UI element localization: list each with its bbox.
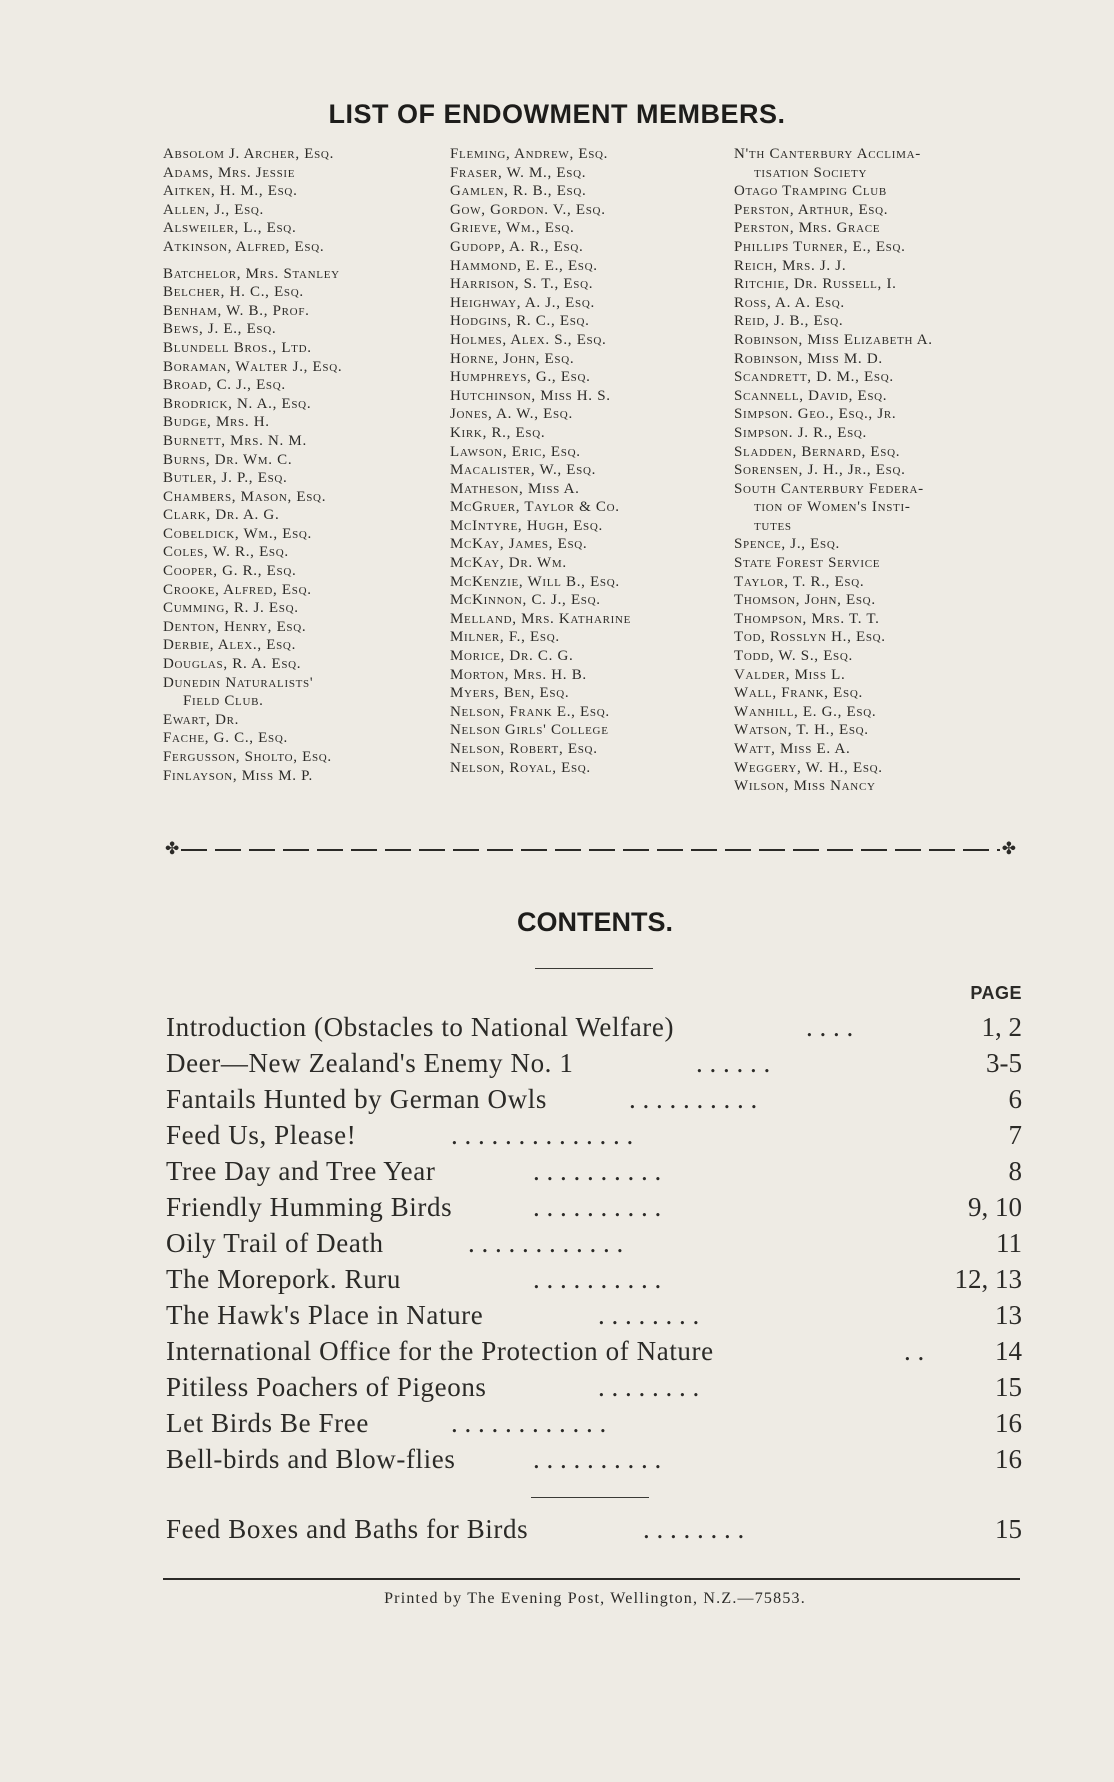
member-entry: Crooke, Alfred, Esq. [163, 581, 312, 598]
toc-item-page: 7 [1008, 1120, 1022, 1150]
member-entry: Fache, G. C., Esq. [163, 730, 288, 747]
member-entry: Finlayson, Miss M. P. [163, 767, 314, 784]
toc-item-page: 11 [996, 1228, 1022, 1258]
member-entry: Boraman, Walter J., Esq. [163, 358, 343, 375]
member-entry: Ross, A. A. Esq. [734, 294, 845, 311]
member-entry: Scannell, David, Esq. [734, 387, 888, 404]
toc-item-leader: . . . . [806, 1012, 854, 1042]
toc-item [166, 1009, 1022, 1045]
toc-item-page: 12, 13 [954, 1264, 1022, 1294]
member-column-2 [450, 145, 730, 777]
toc-item-title: The Hawk's Place in Nature [166, 1300, 484, 1330]
page-column-header: PAGE [970, 983, 1022, 1003]
member-entry: Thompson, Mrs. T. T. [734, 610, 880, 627]
member-entry: McKenzie, Will B., Esq. [450, 573, 620, 590]
contents-separator-rule [531, 1497, 649, 1498]
ornamental-divider [165, 839, 1016, 859]
member-column-3 [734, 145, 1034, 796]
toc-item [166, 1333, 1022, 1369]
toc-item-title: Tree Day and Tree Year [166, 1156, 436, 1186]
member-entry: Otago Tramping Club [734, 183, 887, 200]
member-entry: Belcher, H. C., Esq. [163, 284, 304, 301]
member-entry: Gudopp, A. R., Esq. [450, 238, 584, 255]
member-entry: Bews, J. E., Esq. [163, 321, 277, 338]
member-entry: Humphreys, G., Esq. [450, 369, 591, 386]
member-entry: Tod, Rosslyn H., Esq. [734, 629, 886, 646]
member-entry: Adams, Mrs. Jessie [163, 164, 296, 181]
toc-item-leader: . . . . . . . . . . [533, 1192, 662, 1222]
member-entry: Weggery, W. H., Esq. [734, 759, 883, 776]
member-entry: Watt, Miss E. A. [734, 741, 851, 757]
member-entry: Broad, C. J., Esq. [163, 377, 286, 394]
member-entry: Spence, J., Esq. [734, 536, 840, 553]
toc-item [166, 1261, 1022, 1297]
member-entry: Milner, F., Esq. [450, 629, 560, 646]
toc-item [166, 1117, 1022, 1153]
member-entry: Gow, Gordon. V., Esq. [450, 201, 606, 218]
member-entry: Douglas, R. A. Esq. [163, 656, 302, 673]
member-entry: Wanhill, E. G., Esq. [734, 703, 877, 720]
toc-item-feed-boxes [166, 1511, 1022, 1547]
member-entry: Taylor, T. R., Esq. [734, 573, 865, 590]
member-entry: Phillips Turner, E., Esq. [734, 238, 906, 255]
member-entry: Nelson, Robert, Esq. [450, 741, 598, 757]
member-entry: Ritchie, Dr. Russell, I. [734, 276, 897, 293]
member-entry: Melland, Mrs. Katharine [450, 610, 632, 627]
toc-item [166, 1189, 1022, 1225]
toc-item-title: Let Birds Be Free [166, 1408, 369, 1438]
toc-item-leader: . . . . . . . . . . [533, 1444, 662, 1474]
toc-item-page: 13 [995, 1300, 1022, 1330]
toc-item-title: Introduction (Obstacles to National Welfare) [166, 1012, 675, 1042]
member-entry: McIntyre, Hugh, Esq. [450, 517, 603, 534]
member-entry: South Canterbury Federa- [734, 480, 924, 497]
member-entry: N'th Canterbury Acclima- [734, 146, 921, 162]
member-entry: McKinnon, C. J., Esq. [450, 592, 601, 609]
member-entry: Holmes, Alex. S., Esq. [450, 331, 607, 348]
toc-item-page: 3-5 [986, 1048, 1022, 1078]
member-entry: Fergusson, Sholto, Esq. [163, 749, 332, 765]
member-entry: Clark, Dr. A. G. [163, 507, 280, 524]
toc-item-page: 1, 2 [981, 1012, 1022, 1042]
member-entry: Coles, W. R., Esq. [163, 544, 289, 561]
member-entry: Wall, Frank, Esq. [734, 685, 863, 702]
member-entry: McGruer, Taylor & Co. [450, 499, 620, 516]
toc-item-page: 16 [995, 1408, 1022, 1438]
member-column-1 [163, 145, 438, 785]
member-entry: Hutchinson, Miss H. S. [450, 387, 611, 404]
member-entry: Morton, Mrs. H. B. [450, 666, 587, 683]
member-entry: Nelson Girls' College [450, 722, 609, 739]
member-entry: Simpson. Geo., Esq., Jr. [734, 406, 897, 423]
member-entry: Simpson. J. R., Esq. [734, 424, 867, 441]
member-entry: Blundell Bros., Ltd. [163, 339, 312, 356]
toc-item [166, 1369, 1022, 1405]
member-entry: Absolom J. Archer, Esq. [163, 146, 335, 162]
member-entry: Heighway, A. J., Esq. [450, 294, 595, 311]
member-entry: Dunedin Naturalists' [163, 674, 314, 691]
member-entry: Budge, Mrs. H. [163, 414, 270, 431]
toc-item-page: 16 [995, 1444, 1022, 1474]
toc-item [166, 1045, 1022, 1081]
member-entry: Batchelor, Mrs. Stanley [163, 265, 340, 282]
toc-item-leader: . . . . . . . . [643, 1514, 745, 1544]
member-entry: Cumming, R. J. Esq. [163, 600, 299, 617]
toc-item-page: 15 [995, 1372, 1022, 1402]
member-entry: McKay, James, Esq. [450, 536, 588, 553]
member-entry: Reid, J. B., Esq. [734, 313, 844, 330]
toc-item-title: Feed Boxes and Baths for Birds [166, 1514, 529, 1544]
member-entry: Cooper, G. R., Esq. [163, 563, 297, 580]
member-entry: Robinson, Miss Elizabeth A. [734, 331, 933, 348]
member-entry: Todd, W. S., Esq. [734, 648, 853, 665]
member-entry: Hammond, E. E., Esq. [450, 257, 598, 274]
toc-item [166, 1225, 1022, 1261]
member-entry: Myers, Ben, Esq. [450, 685, 570, 702]
member-entry: Horne, John, Esq. [450, 350, 575, 367]
member-entry: Jones, A. W., Esq. [450, 406, 573, 423]
toc-item-page: 15 [995, 1514, 1022, 1544]
member-entry: Kirk, R., Esq. [450, 424, 546, 441]
member-entry: Hodgins, R. C., Esq. [450, 313, 590, 330]
member-entry: Fraser, W. M., Esq. [450, 164, 587, 181]
member-entry: Ewart, Dr. [163, 711, 240, 728]
endowment-title: LIST OF ENDOWMENT MEMBERS. [328, 99, 786, 129]
toc-item-title: Pitiless Poachers of Pigeons [166, 1372, 487, 1402]
toc-item-title: Fantails Hunted by German Owls [166, 1084, 547, 1114]
member-entry: Aitken, H. M., Esq. [163, 183, 298, 200]
member-entry: Nelson, Frank E., Esq. [450, 703, 610, 720]
left-cross-ornament-icon: ✤ [165, 839, 180, 859]
member-entry: Chambers, Mason, Esq. [163, 488, 327, 505]
toc-item-page: 6 [1008, 1084, 1022, 1114]
member-entry: tutes [754, 517, 792, 534]
toc-item [166, 1405, 1022, 1441]
member-entry: Burnett, Mrs. N. M. [163, 432, 307, 449]
member-entry: tion of Women's Insti- [754, 499, 911, 516]
member-entry: Lawson, Eric, Esq. [450, 443, 581, 460]
member-entry: Sorensen, J. H., Jr., Esq. [734, 462, 906, 479]
toc-item-leader: . . . . . . [696, 1048, 771, 1078]
toc-item-title: Feed Us, Please! [166, 1120, 357, 1150]
member-entry: Scandrett, D. M., Esq. [734, 369, 894, 386]
printer-footer: Printed by The Evening Post, Wellington, N.Z.—75853. [384, 1590, 806, 1607]
member-entry: Nelson, Royal, Esq. [450, 759, 591, 776]
toc-item-title: Friendly Humming Birds [166, 1192, 453, 1222]
toc-item-page: 8 [1008, 1156, 1022, 1186]
member-entry: Thomson, John, Esq. [734, 592, 876, 609]
toc-item [166, 1297, 1022, 1333]
toc-item-leader: . . . . . . . . [598, 1372, 700, 1402]
member-entry: Valder, Miss L. [734, 666, 846, 683]
toc-item-title: Bell-birds and Blow-flies [166, 1444, 456, 1474]
member-entry: tisation Society [754, 164, 868, 181]
member-entry: Alsweiler, L., Esq. [163, 220, 297, 237]
toc-item-title: Deer—New Zealand's Enemy No. 1 [166, 1048, 574, 1078]
member-group-gap [163, 257, 438, 265]
member-entry: Robinson, Miss M. D. [734, 350, 883, 367]
toc-item [166, 1081, 1022, 1117]
member-entry: Denton, Henry, Esq. [163, 618, 307, 635]
member-entry: Burns, Dr. Wm. C. [163, 451, 293, 468]
member-entry: Morice, Dr. C. G. [450, 648, 574, 665]
toc-item [166, 1153, 1022, 1189]
member-entry: Grieve, Wm., Esq. [450, 220, 575, 237]
right-cross-ornament-icon: ✤ [1001, 839, 1016, 859]
member-entry: Matheson, Miss A. [450, 480, 580, 497]
endowment-member-list [163, 145, 1043, 800]
member-entry: Fleming, Andrew, Esq. [450, 146, 609, 162]
toc-item-leader: . . . . . . . . . . . . [451, 1408, 607, 1438]
member-entry: Harrison, S. T., Esq. [450, 276, 594, 293]
member-entry: Reich, Mrs. J. J. [734, 257, 847, 274]
member-entry: Cobeldick, Wm., Esq. [163, 525, 313, 542]
member-entry: Allen, J., Esq. [163, 201, 264, 218]
toc-item-title: Oily Trail of Death [166, 1228, 384, 1258]
toc-item [166, 1441, 1022, 1477]
member-entry: Benham, W. B., Prof. [163, 302, 310, 319]
contents-title-rule [535, 968, 653, 969]
toc-item-page: 14 [995, 1336, 1022, 1366]
member-entry: Wilson, Miss Nancy [734, 778, 876, 795]
member-entry: Perston, Arthur, Esq. [734, 201, 889, 218]
toc-item-leader: . . . . . . . . . . [533, 1264, 662, 1294]
member-entry: McKay, Dr. Wm. [450, 555, 567, 572]
toc-item-leader: . . . . . . . . . . [629, 1084, 758, 1114]
member-entry: Gamlen, R. B., Esq. [450, 183, 587, 200]
toc-item-page: 9, 10 [968, 1192, 1022, 1222]
member-entry: Brodrick, N. A., Esq. [163, 395, 312, 412]
toc-item-leader: . . [904, 1336, 925, 1366]
toc-item-title: The Morepork. Ruru [166, 1264, 402, 1294]
toc-item-title: International Office for the Protection of Nature [166, 1336, 714, 1366]
divider-line [181, 849, 1000, 851]
footer-rule [163, 1578, 1020, 1580]
toc-item-leader: . . . . . . . . [598, 1300, 700, 1330]
toc-item-leader: . . . . . . . . . . . . . . [451, 1120, 634, 1150]
member-entry: State Forest Service [734, 555, 881, 572]
member-entry: Field Club. [183, 693, 264, 710]
toc-item-leader: . . . . . . . . . . . . [468, 1228, 624, 1258]
member-entry: Macalister, W., Esq. [450, 462, 597, 479]
toc-item-leader: . . . . . . . . . . [533, 1156, 662, 1186]
member-entry: Butler, J. P., Esq. [163, 470, 288, 487]
contents-title: CONTENTS. [516, 907, 673, 937]
member-entry: Perston, Mrs. Grace [734, 220, 881, 237]
member-entry: Sladden, Bernard, Esq. [734, 443, 901, 460]
member-entry: Atkinson, Alfred, Esq. [163, 238, 325, 255]
member-entry: Watson, T. H., Esq. [734, 722, 869, 739]
member-entry: Derbie, Alex., Esq. [163, 637, 297, 654]
